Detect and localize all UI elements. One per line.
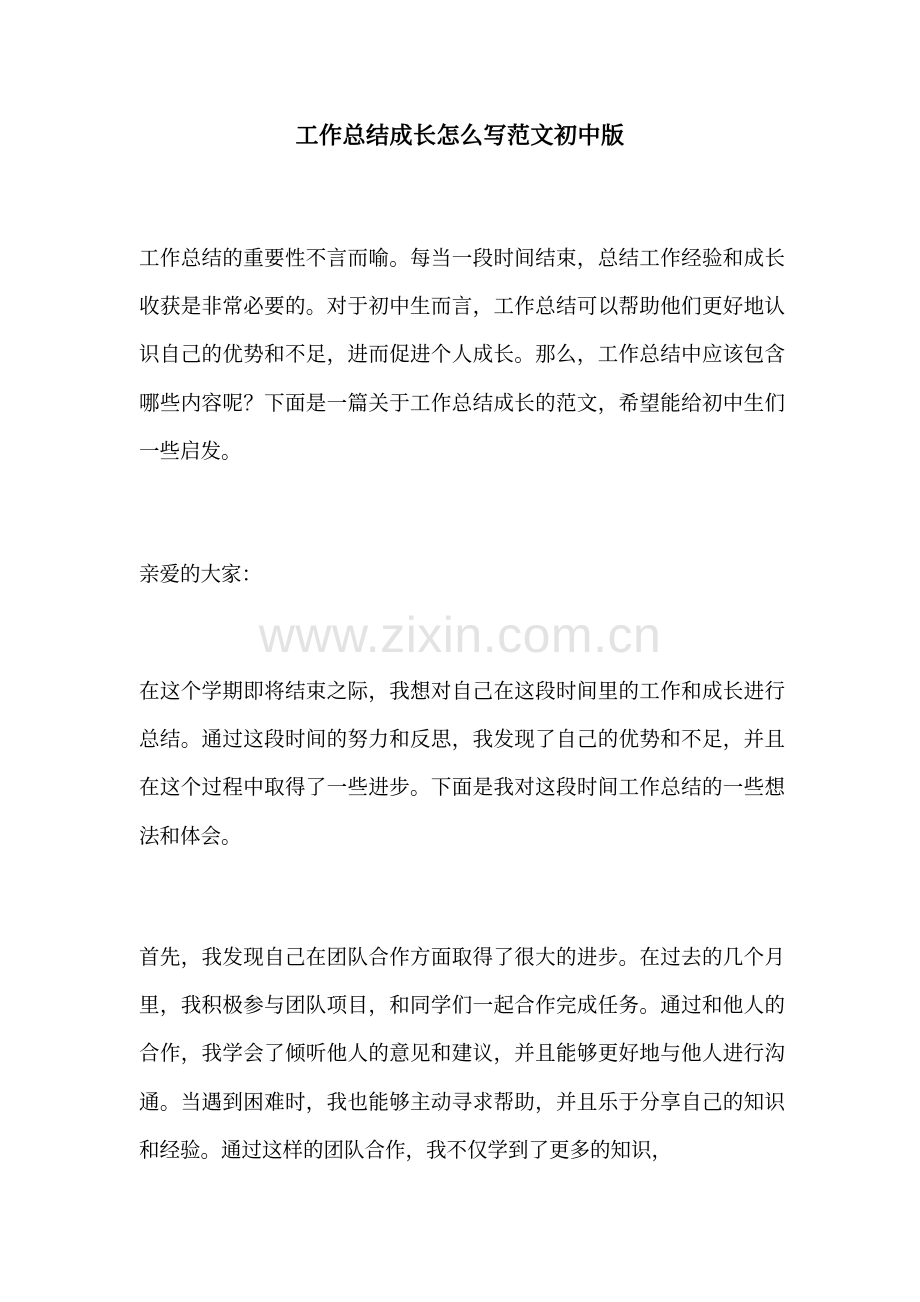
body-paragraph: 首先，我发现自己在团队合作方面取得了很大的进步。在过去的几个月里，我积极参与团队项目，和同学们一起合作完成任务。通过和他人的合作，我学会了倾听他人的意见和建议，并且能够更好地与他人进行沟通。当遇到困难时，我也能够主动寻求帮助，并且乐于分享自己的知识和经验。通过这样的团队合作，我不仅学到了更多的知识， <box>139 945 785 1162</box>
intro-paragraph: 工作总结的重要性不言而喻。每当一段时间结束，总结工作经验和成长收获是非常必要的。对于初中生而言，工作总结可以帮助他们更好地认识自己的优势和不足，进而促进个人成长。那么，工作总结中应该包含哪些内容呢？下面是一篇关于工作总结成长的范文，希望能给初中生们一些启发。 <box>139 246 785 463</box>
document-title: 工作总结成长怎么写范文初中版 <box>295 122 625 149</box>
body-paragraph: 在这个学期即将结束之际，我想对自己在这段时间里的工作和成长进行总结。通过这段时间的努力和反思，我发现了自己的优势和不足，并且在这个过程中取得了一些进步。下面是我对这段时间工作总结的一些想法和体会。 <box>139 679 785 848</box>
greeting-line: 亲爱的大家： <box>139 562 262 586</box>
watermark: www.zixin.com.cn <box>258 607 662 663</box>
